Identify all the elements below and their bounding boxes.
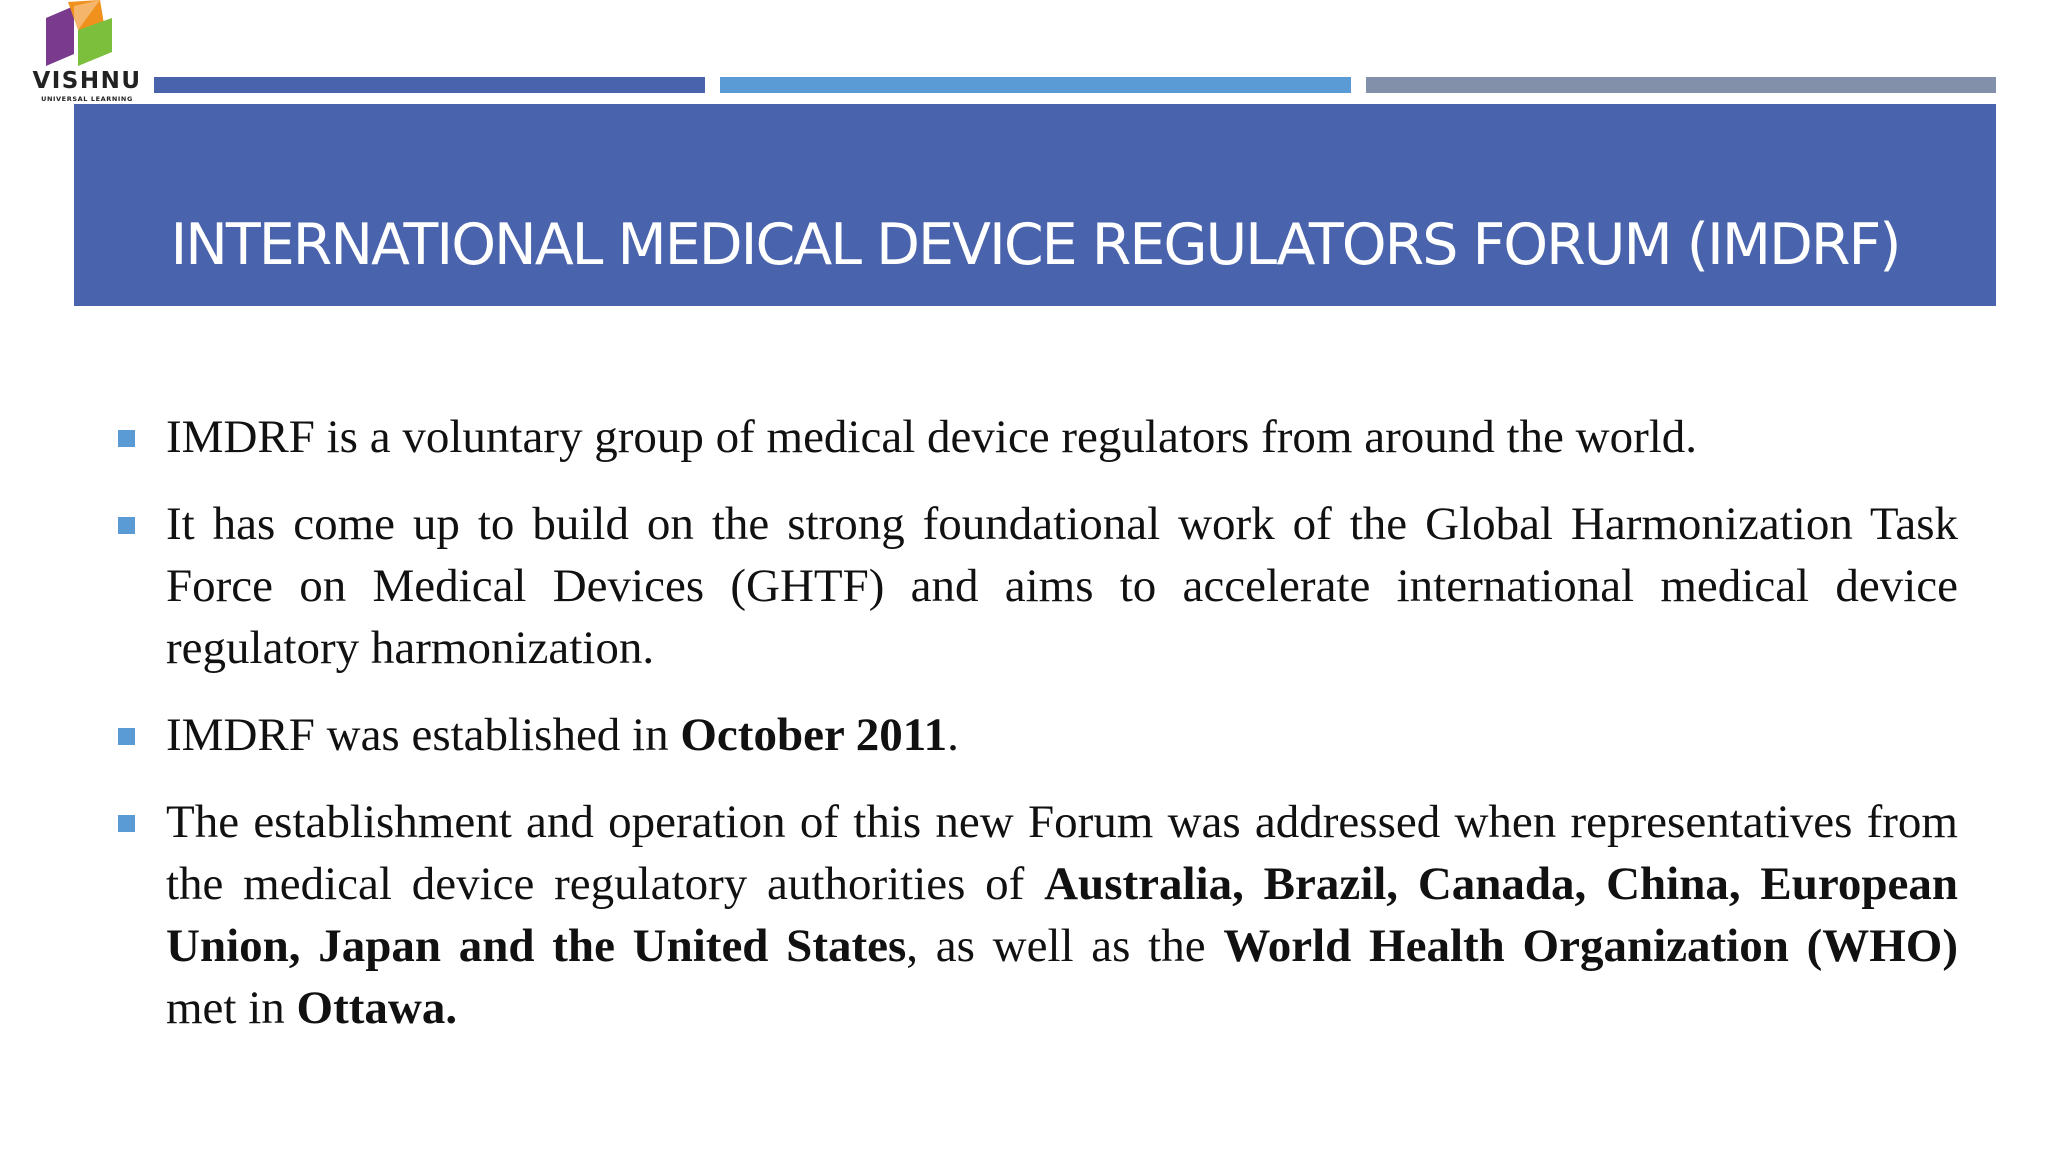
accent-bar-light-blue <box>720 77 1351 93</box>
accent-bar-gray <box>1366 77 1996 93</box>
bullet-text: The establishment and operation of this new Forum was addressed when representatives from the medical device regulatory authorities of <box>166 796 1958 910</box>
logo-tagline: UNIVERSAL LEARNING <box>41 95 133 103</box>
established-date: October 2011 <box>680 709 948 761</box>
bullet-item-imdrf-definition <box>118 406 1958 468</box>
bullet-item-forum-establishment <box>118 791 1958 1039</box>
vishnu-logo-icon <box>38 0 134 70</box>
bullet-text: IMDRF is a voluntary group of medical device regulators from around the world. <box>166 411 1698 463</box>
logo-name: VISHNU <box>32 68 142 94</box>
accent-bar-dark-blue <box>154 77 705 93</box>
bullet-text-end: . <box>947 709 959 761</box>
vishnu-logo <box>18 0 143 118</box>
slide-title: INTERNATIONAL MEDICAL DEVICE REGULATORS FORUM (IMDRF) <box>170 212 1900 278</box>
bullet-item-established-date <box>118 704 1958 766</box>
who-name: World Health Organization (WHO) <box>1223 920 1958 972</box>
member-regions: Australia, Brazil, Canada, China, European Union, Japan and the United States <box>166 858 1958 972</box>
bullet-text: , as well as the <box>906 920 1224 972</box>
bullet-text: It has come up to build on the strong foundational work of the Global Harmonization Task Force on Medical Devices (GHTF) and aims to accelerate international medical device regulatory harmonization. <box>166 498 1958 674</box>
square-bullet-icon <box>118 815 135 832</box>
title-band <box>74 104 1996 306</box>
square-bullet-icon <box>118 517 135 534</box>
square-bullet-icon <box>118 728 135 745</box>
bullet-list <box>118 406 1958 1064</box>
square-bullet-icon <box>118 430 135 447</box>
bullet-text: met in <box>166 982 297 1034</box>
bullet-text: IMDRF was established in <box>166 709 681 761</box>
meeting-city: Ottawa. <box>296 982 458 1034</box>
bullet-item-ghtf-foundation <box>118 493 1958 679</box>
